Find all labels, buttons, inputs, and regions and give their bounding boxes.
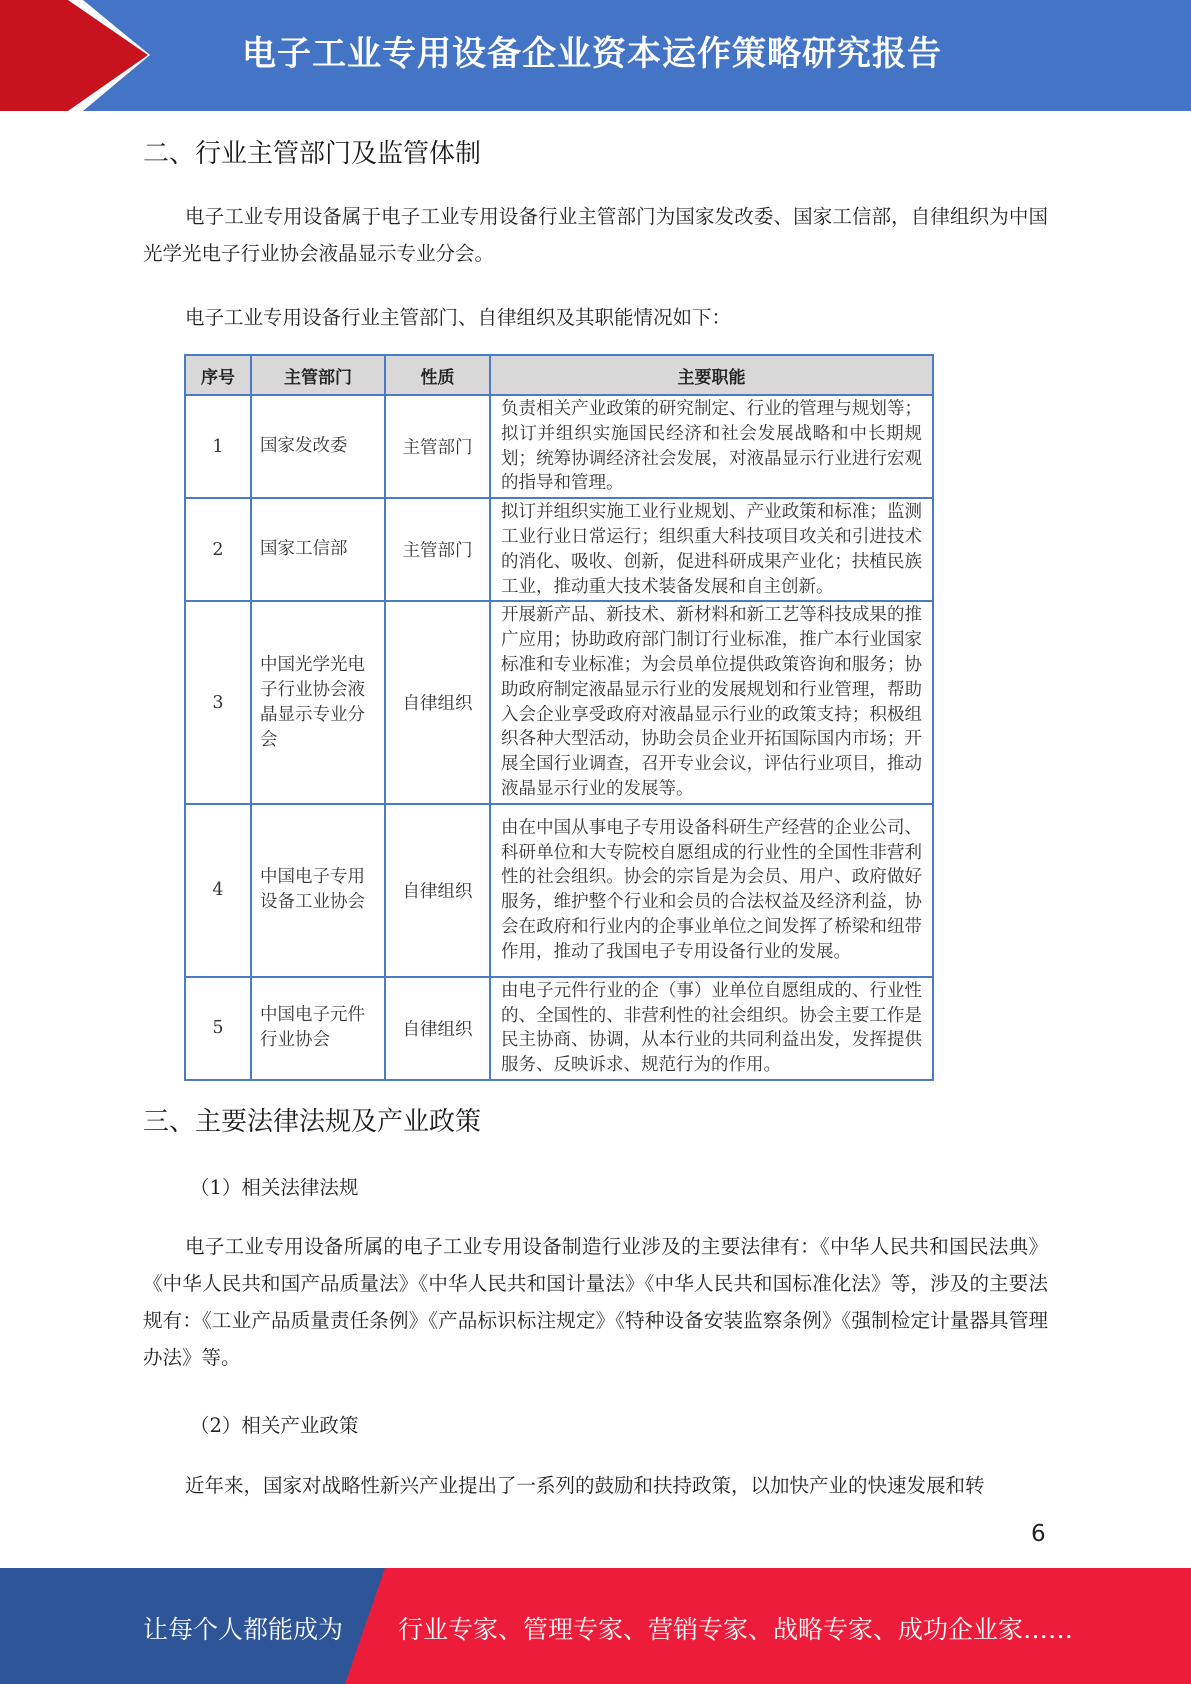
header-title: 电子工业专用设备企业资本运作策略研究报告 — [242, 34, 942, 74]
table-row — [185, 498, 933, 601]
cell-dept: 中国电子专用设备工业协会 — [251, 804, 385, 977]
col-header-num: 序号 — [185, 355, 251, 395]
table-row — [185, 601, 933, 803]
col-header-dept: 主管部门 — [251, 355, 385, 395]
cell-type: 自律组织 — [385, 804, 490, 977]
cell-func: 由电子元件行业的企（事）业单位自愿组成的、行业性的、全国性的、非营利性的社会组织。协会主要工作是民主协商、协调，从本行业的共同利益出发，发挥提供服务、反映诉求、规范行为的作用。 — [490, 977, 933, 1080]
table-header-row — [185, 355, 933, 395]
footer-slogan-left: 让每个人都能成为 — [143, 1615, 344, 1644]
cell-num: 5 — [185, 977, 251, 1080]
cell-func: 开展新产品、新技术、新材料和新工艺等科技成果的推广应用；协助政府部门制订行业标准，推广本行业国家标准和专业标准；为会员单位提供政策咨询和服务；协助政府制定液晶显示行业的发展规划和行业管理，帮助入会企业享受政府对液晶显示行业的政策支持；积极组织各种大型活动，协助会员企业开拓国际国内市场；开展全国行业调查，召开专业会议，评估行业项目，推动液晶显示行业的发展等。 — [490, 601, 933, 803]
paragraph-table-intro: 电子工业专用设备行业主管部门、自律组织及其职能情况如下： — [185, 306, 732, 329]
cell-type: 自律组织 — [385, 601, 490, 803]
cell-func: 负责相关产业政策的研究制定、行业的管理与规划等；拟订并组织实施国民经济和社会发展战略和中长期规划；统筹协调经济社会发展，对液晶显示行业进行宏观的指导和管理。 — [490, 395, 933, 498]
header-bar — [0, 0, 1191, 111]
page-number: 6 — [1031, 1521, 1046, 1547]
regulators-table — [184, 354, 934, 1081]
cell-num: 4 — [185, 804, 251, 977]
cell-num: 3 — [185, 601, 251, 803]
subheading-laws: （1）相关法律法规 — [190, 1176, 359, 1199]
cell-num: 2 — [185, 498, 251, 601]
cell-func: 由在中国从事电子专用设备科研生产经营的企业公司、科研单位和大专院校自愿组成的行业性的全国性非营利性的社会组织。协会的宗旨是为会员、用户、政府做好服务，维护整个行业和会员的合法权益及经济利益，协会在政府和行业内的企事业单位之间发挥了桥梁和纽带作用，推动了我国电子专用设备行业的发展。 — [490, 804, 933, 977]
col-header-func: 主要职能 — [490, 355, 933, 395]
cell-dept: 国家发改委 — [251, 395, 385, 498]
table-row — [185, 395, 933, 498]
subheading-policies: （2）相关产业政策 — [190, 1414, 359, 1437]
cell-dept: 中国电子元件行业协会 — [251, 977, 385, 1080]
cell-type: 自律组织 — [385, 977, 490, 1080]
paragraph-regulators: 电子工业专用设备属于电子工业专用设备行业主管部门为国家发改委、国家工信部，自律组织为中国光学光电子行业协会液晶显示专业分会。 — [143, 205, 1048, 265]
table-row — [185, 804, 933, 977]
section-heading-laws: 三、主要法律法规及产业政策 — [143, 1107, 482, 1137]
cell-func: 拟订并组织实施工业行业规划、产业政策和标准；监测工业行业日常运行；组织重大科技项目攻关和引进技术的消化、吸收、创新，促进科研成果产业化；扶植民族工业，推动重大技术装备发展和自主创新。 — [490, 498, 933, 601]
table-row — [185, 977, 933, 1080]
paragraph-laws: 电子工业专用设备所属的电子工业专用设备制造行业涉及的主要法律有：《中华人民共和国民法典》《中华人民共和国产品质量法》《中华人民共和国计量法》《中华人民共和国标准化法》等，涉及的主要法规有：《工业产品质量责任条例》《产品标识标注规定》《特种设备安装监察条例》《强制检定计量器具管理办法》等。 — [143, 1235, 1048, 1369]
cell-dept: 国家工信部 — [251, 498, 385, 601]
cell-type: 主管部门 — [385, 498, 490, 601]
cell-dept: 中国光学光电子行业协会液晶显示专业分会 — [251, 601, 385, 803]
cell-type: 主管部门 — [385, 395, 490, 498]
section-heading-regulation: 二、行业主管部门及监管体制 — [143, 139, 482, 169]
header-red-arrow-shape — [0, 0, 150, 111]
cell-num: 1 — [185, 395, 251, 498]
col-header-type: 性质 — [385, 355, 490, 395]
footer-slogan-right: 行业专家、管理专家、营销专家、战略专家、成功企业家…… — [398, 1615, 1074, 1644]
paragraph-policies: 近年来，国家对战略性新兴产业提出了一系列的鼓励和扶持政策，以加快产业的快速发展和转 — [185, 1474, 985, 1497]
